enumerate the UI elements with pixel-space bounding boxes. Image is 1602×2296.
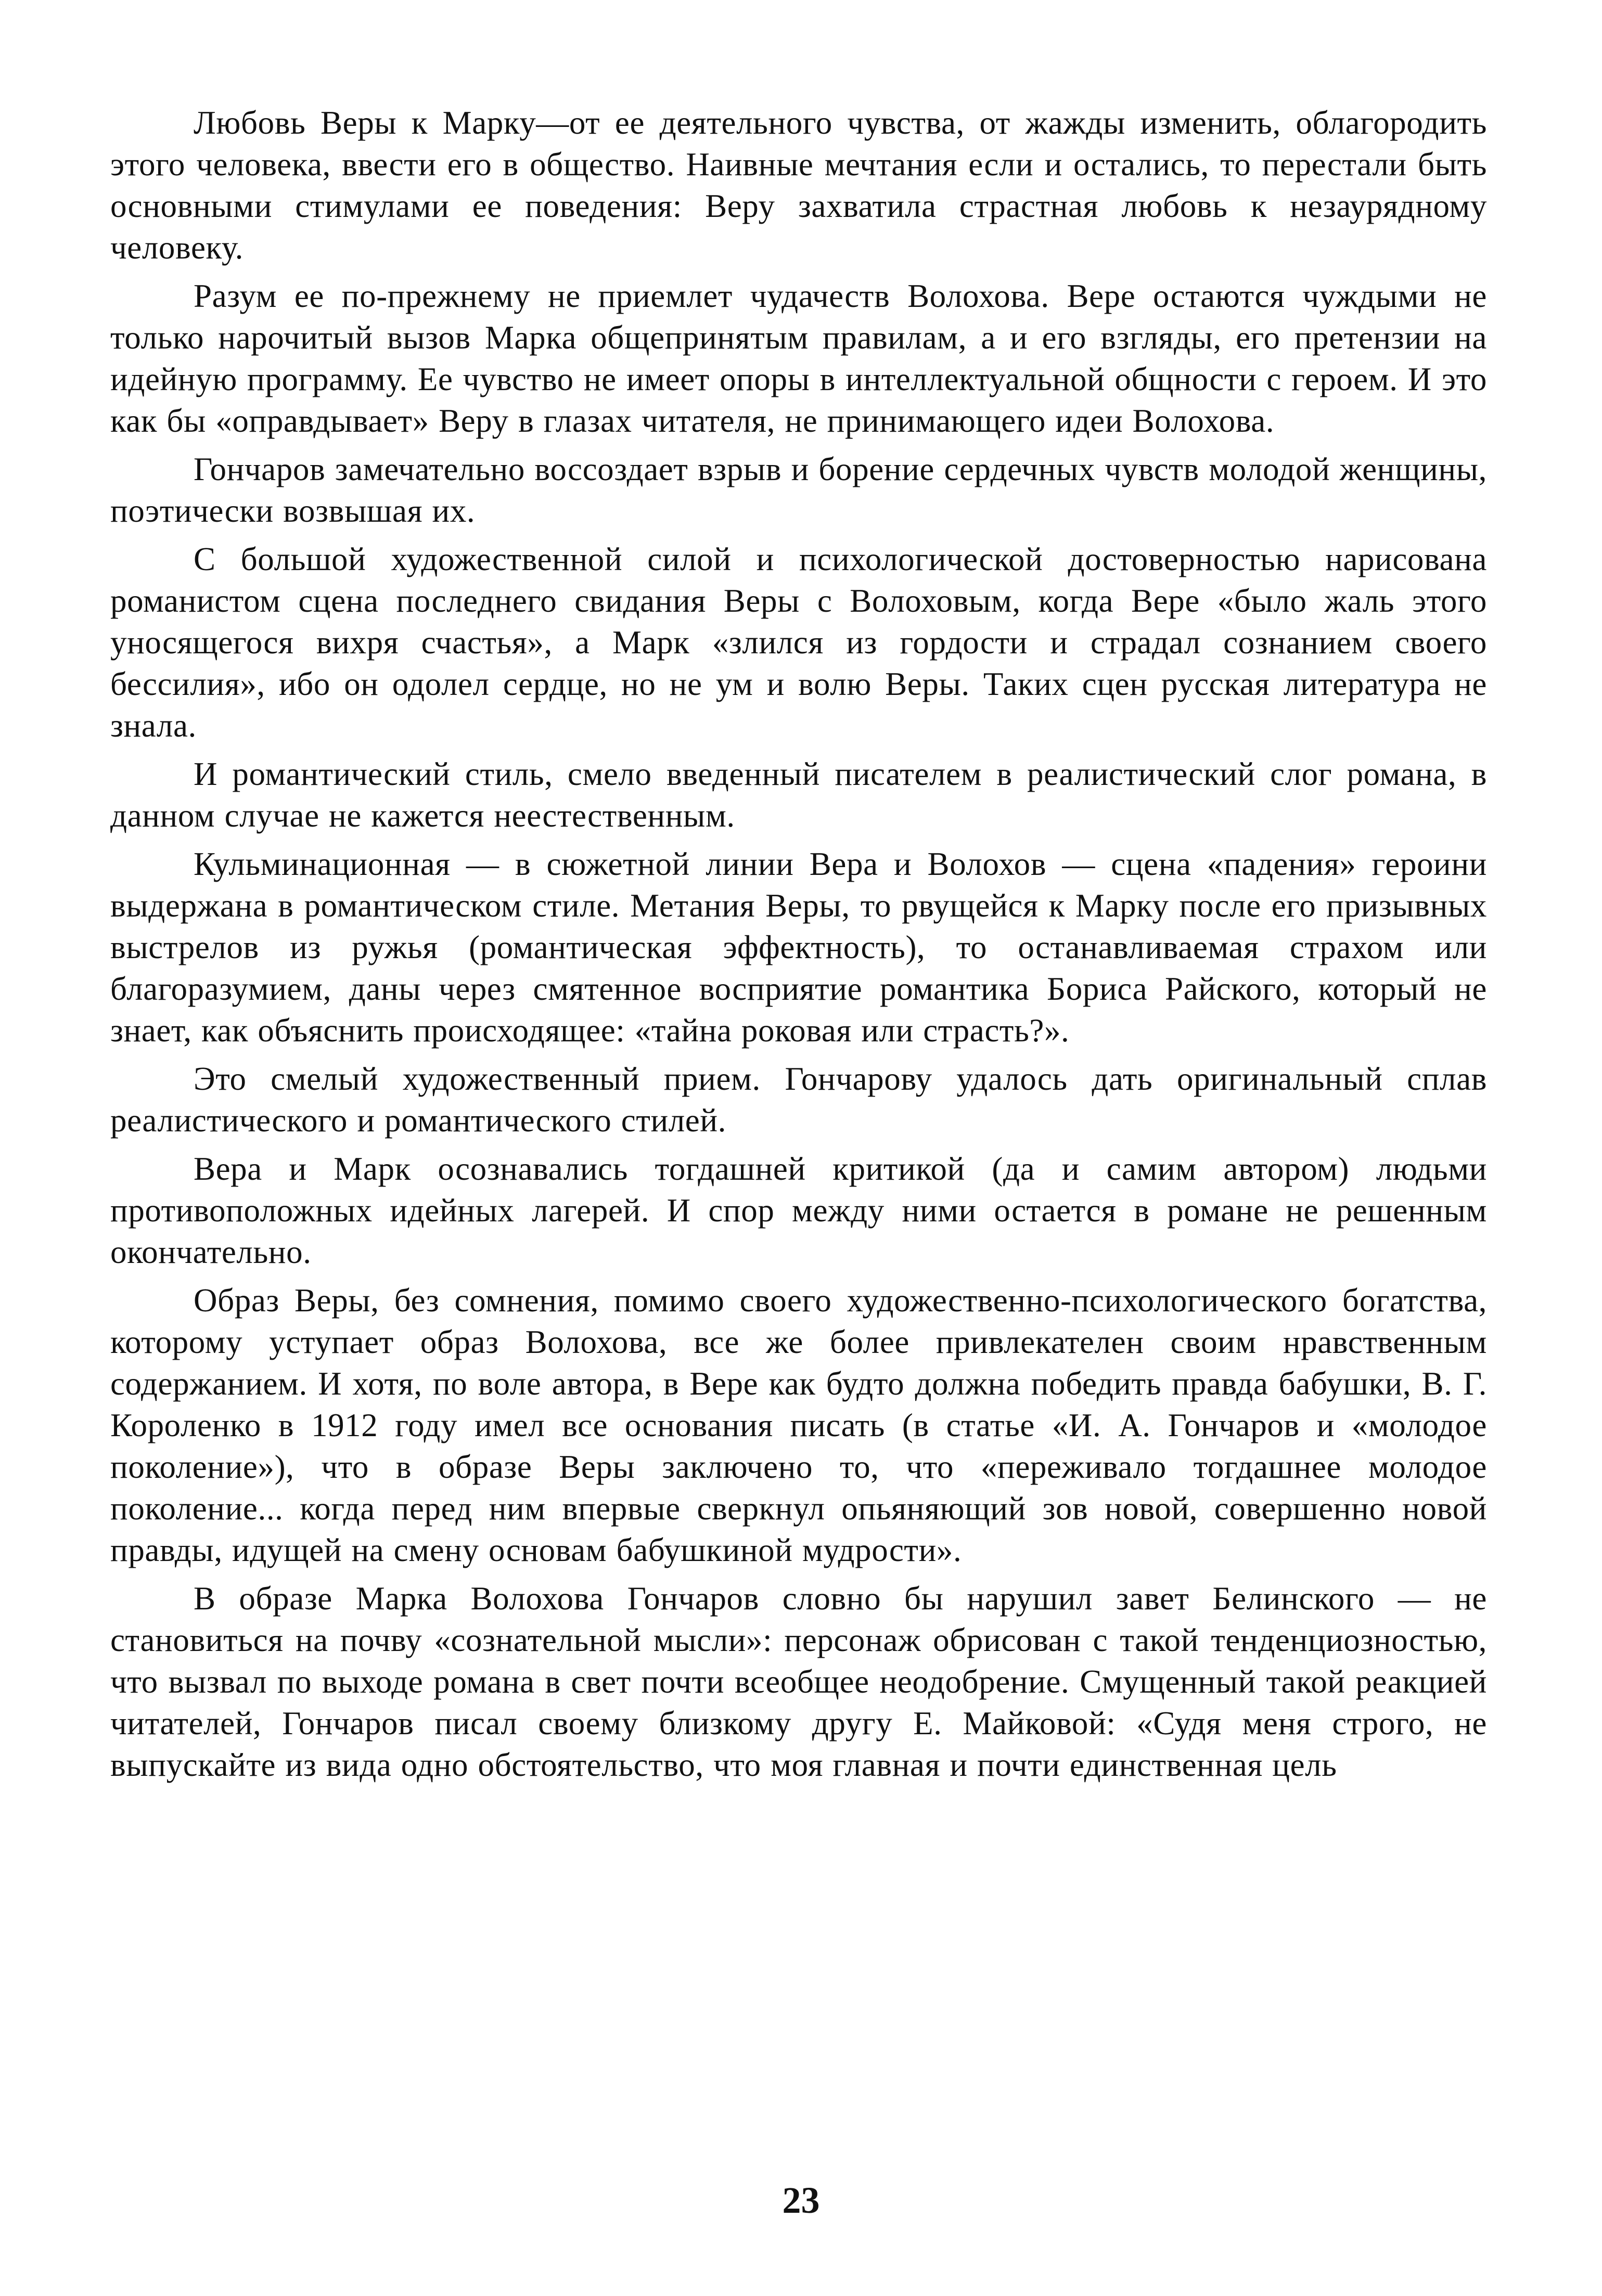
paragraph-2: Разум ее по-прежнему не приемлет чудачеств Волохова. Вере остаются чуждыми не только нарочитый вызов Марка общепринятым правилам, а и его взгляды, его претензии на идейную программу. Ее чувство не имеет опоры в интеллектуальной общности с героем. И это как бы «оправдывает» Веру в глазах читателя, не принимающего идеи Волохова. bbox=[110, 278, 1487, 439]
paragraph-6: Кульминационная — в сюжетной линии Вера и Волохов — сцена «падения» героини выдержана в романтическом стиле. Метания Веры, то рвущейся к Марку после его призывных выстрелов из ружья (романтическая эффектность), то останавливаемая страхом или благоразумием, даны через смятенное восприятие романтика Бориса Райского, который не знает, как объяснить происходящее: «тайна роковая или страсть?». bbox=[110, 846, 1487, 1049]
page-number: 23 bbox=[782, 2179, 820, 2221]
paragraph-9: Образ Веры, без сомнения, помимо своего художественно-психологического богатства, которому уступает образ Волохова, все же более привлекателен своим нравственным содержанием. И хотя, по воле автора, в Вере как будто должна победить правда бабушки, В. Г. Короленко в 1912 году имел все основания писать (в статье «И. А. Гончаров и «молодое поколение»), что в образе Веры заключено то, что «переживало тогдашнее молодое поколение... когда перед ним впервые сверкнул опьяняющий зов новой, совершенно новой правды, идущей на смену основам бабушкиной мудрости». bbox=[110, 1282, 1487, 1568]
paragraph-8: Вера и Марк осознавались тогдашней критикой (да и самим автором) людьми противоположных идейных лагерей. И спор между ними остается в романе не решенным окончательно. bbox=[110, 1151, 1487, 1270]
paragraph-5: И романтический стиль, смело введенный писателем в реалистический слог романа, в данном случае не кажется неестественным. bbox=[110, 756, 1487, 834]
paragraph-1: Любовь Веры к Марку—от ее деятельного чувства, от жажды изменить, облагородить этого человека, ввести его в общество. Наивные мечтания если и остались, то перестали быть основными стимулами ее поведения: Веру захватила страстная любовь к незаурядному человеку. bbox=[110, 105, 1487, 266]
paragraph-7: Это смелый художественный прием. Гончарову удалось дать оригинальный сплав реалистического и романтического стилей. bbox=[110, 1061, 1487, 1139]
page-body bbox=[110, 102, 1487, 1792]
paragraph-10: В образе Марка Волохова Гончаров словно бы нарушил завет Белинского — не становиться на почву «сознательной мысли»: персонаж обрисован с такой тенденциозностью, что вызвал по выходе романа в свет почти всеобщее неодобрение. Смущенный такой реакцией читателей, Гончаров писал своему близкому другу Е. Майковой: «Судя меня строго, не выпускайте из вида одно обстоятельство, что моя главная и почти единственная цель bbox=[110, 1580, 1487, 1783]
paragraph-4: С большой художественной силой и психологической достоверностью нарисована романистом сцена последнего свидания Веры с Волоховым, когда Вере «было жаль этого уносящегося вихря счастья», а Марк «злился из гордости и страдал сознанием своего бессилия», ибо он одолел сердце, но не ум и волю Веры. Таких сцен русская литература не знала. bbox=[110, 541, 1487, 744]
paragraph-3: Гончаров замечательно воссоздает взрыв и борение сердечных чувств молодой женщины, поэтически возвышая их. bbox=[110, 451, 1487, 529]
